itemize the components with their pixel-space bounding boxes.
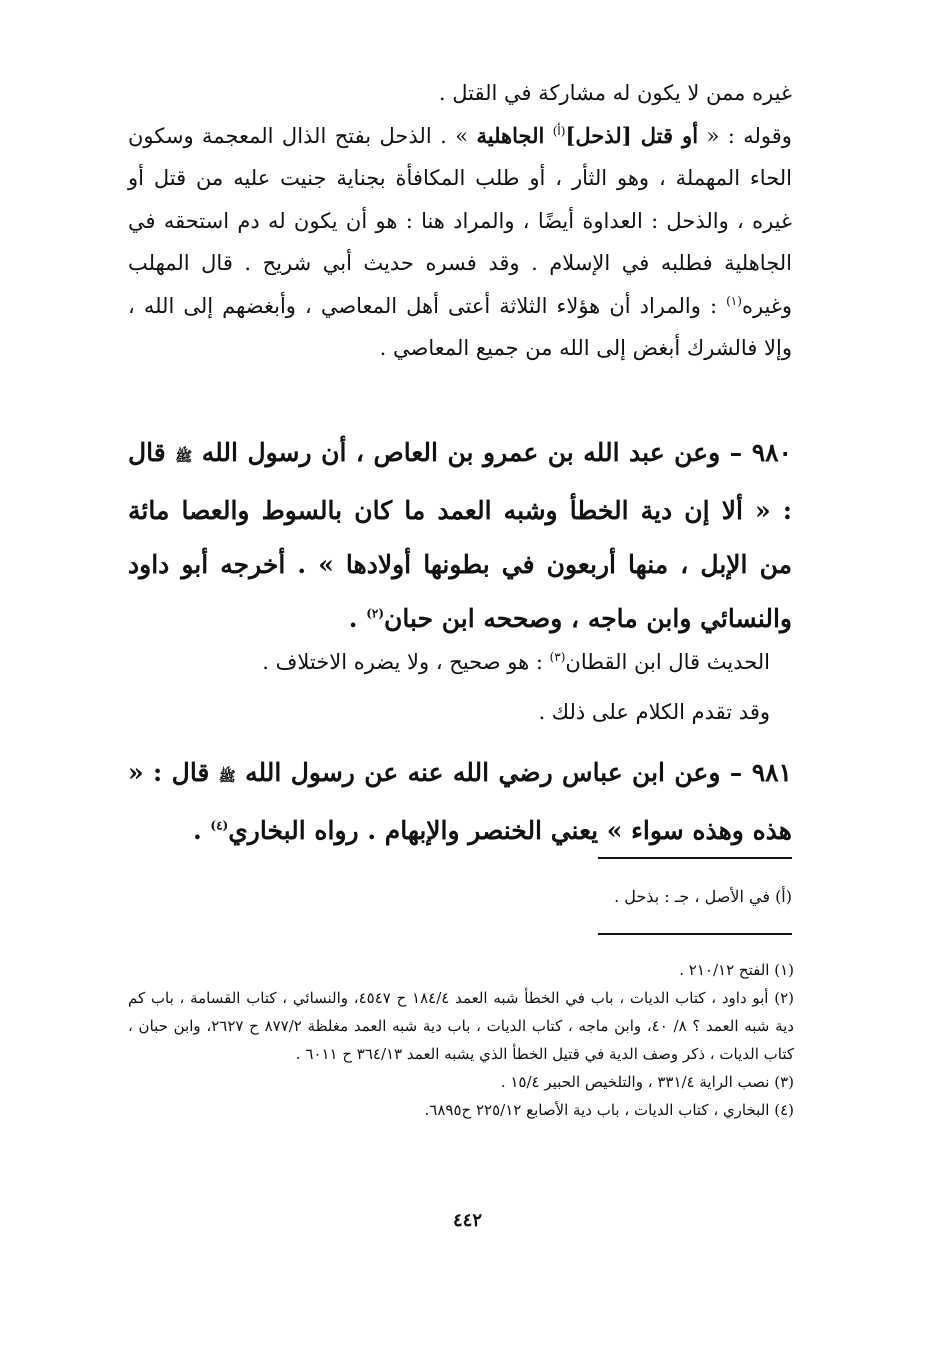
variant-note: (أ) في الأصل ، جـ : بذحل . — [614, 887, 792, 906]
commentary-paragraph — [128, 72, 792, 370]
hadith-commentary: الحديث قال ابن القطان$^{(٣)}$ : هو صحيح ، ولا يضره الاختلاف . وقد تقدم الكلام على ذلك . — [262, 650, 770, 724]
text-line: غيره ممن لا يكون له مشاركة في القتل . — [438, 81, 792, 105]
footnote: (٢) أبو داود ، كتاب الديات ، باب في الخطأ شبه العمد ١٨٤/٤ ح ٤٥٤٧، والنسائي ، كتاب القسامة ، باب كم دية شبه العمد ؟ ٨/ ٤٠، وابن ماجه ، كتاب الديات ، باب دية شبه العمد مغلظة ٨٧٧/٢ ح ٢٦٢٧، وابن حبان ، كتاب الديات ، ذكر وصف الدية في قتيل الخطأ الذي يشبه العمد ٣٦٤/١٣ ح ٦٠١١ . — [128, 989, 794, 1063]
footnote-marker: (١) — [726, 293, 742, 308]
hadith-981: ٩٨١ – وعن ابن عباس رضي الله عنه عن رسول الله ﷺ قال : « هذه وهذه سواء » يعني الخنصر والإبهام . رواه البخاري$^{(٤)}$ . — [128, 758, 792, 845]
hadith-980: ٩٨٠ – وعن عبد الله بن عمرو بن العاص ، أن رسول الله ﷺ قال : « ألا إن دية الخطأ وشبه العمد ما كان بالسوط والعصا مائة من الإبل ، منها أربعون في بطونها أولادها » . أخرجه أبو داود والنسائي وابن ماجه ، وصححه ابن حبان$^{(٢)}$ . — [128, 438, 792, 633]
footnote-marker: (٢) — [366, 606, 385, 621]
note-marker: (أ) — [552, 123, 566, 138]
page-number: ٤٤٢ — [452, 1210, 482, 1231]
footnotes — [128, 956, 794, 1124]
salla-glyph: ﷺ — [175, 449, 193, 465]
salla-glyph: ﷺ — [218, 769, 236, 785]
footnote: (٣) نصب الراية ٣٣١/٤ ، والتلخيص الحبير ١٥/٤ . — [500, 1073, 794, 1091]
divider — [598, 857, 792, 859]
divider — [598, 933, 792, 935]
footnote-marker: (٣) — [549, 650, 566, 664]
text-paragraph: وقوله : « أو قتل [لذحل]$^{(أ)}$ الجاهلية » . الذحل بفتح الذال المعجمة وسكون الحاء المهملة ، وهو الثأر ، أو طلب المكافأة بجناية جنيت عليه من قتل أو غيره ، والذحل : العداوة أيضًا ، والمراد هنا : هو أن يكون له دم استحقه في الجاهلية فطلبه في الإسلام . وقد فسره حديث أبي شريح . قال المهلب وغيره$^{(١)}$ : والمراد أن هؤلاء الثلاثة أعتى أهل المعاصي ، وأبغضهم إلى الله ، وإلا فالشرك أبغض إلى الله من جميع المعاصي . — [128, 122, 792, 360]
footnote-marker: (٤) — [210, 818, 229, 833]
footnote: (٤) البخاري ، كتاب الديات ، باب دية الأصابع ٢٢٥/١٢ ح٦٨٩٥. — [424, 1101, 794, 1119]
footnote: (١) الفتح ٢١٠/١٢ . — [679, 961, 794, 979]
